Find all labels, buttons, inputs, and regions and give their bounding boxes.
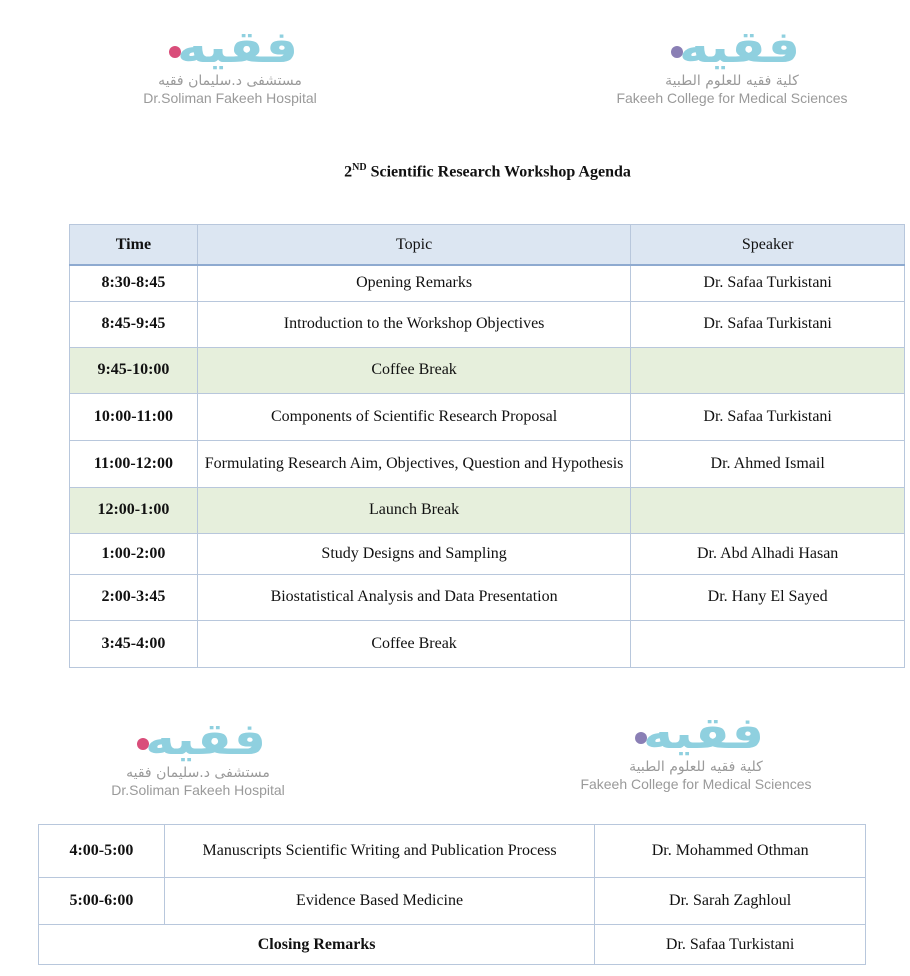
table-row [70, 265, 905, 301]
table-row [39, 825, 866, 878]
college-logo-mark [560, 708, 832, 759]
header-topic: Topic [197, 225, 630, 266]
logo-arabic-mark: فقيه [145, 714, 267, 765]
logo-arabic-mark: فقيه [679, 22, 801, 73]
row-topic: Introduction to the Workshop Objectives [197, 301, 630, 347]
closing-row [39, 925, 866, 965]
row-topic: Launch Break [197, 487, 630, 533]
row-topic: Coffee Break [197, 347, 630, 393]
row-speaker: Dr. Ahmed Ismail [631, 440, 905, 487]
row-speaker: Dr. Mohammed Othman [595, 825, 866, 878]
row-time: 4:00-5:00 [39, 825, 165, 878]
title-text: Scientific Research Workshop Agenda [366, 163, 631, 181]
table-row [70, 574, 905, 620]
hospital-logo-mark [88, 714, 308, 765]
table-header-row [70, 225, 905, 266]
table-row [70, 487, 905, 533]
row-time: 10:00-11:00 [70, 393, 198, 440]
agenda-table [69, 224, 905, 668]
row-time: 3:45-4:00 [70, 620, 198, 667]
row-time: 12:00-1:00 [70, 487, 198, 533]
row-time: 1:00-2:00 [70, 533, 198, 574]
college-arabic-name: كلية فقيه للعلوم الطبية [629, 759, 763, 775]
row-topic: Evidence Based Medicine [164, 878, 594, 925]
row-speaker: Dr. Abd Alhadi Hasan [631, 533, 905, 574]
title-ordinal-suffix: ND [352, 162, 367, 173]
college-arabic-name: كلية فقيه للعلوم الطبية [665, 73, 799, 89]
agenda-table-continued [38, 824, 866, 965]
hospital-english-name: Dr.Soliman Fakeeh Hospital [143, 90, 317, 106]
row-speaker: Dr. Safaa Turkistani [631, 265, 905, 301]
college-english-name: Fakeeh College for Medical Sciences [580, 776, 812, 792]
closing-label: Closing Remarks [39, 925, 595, 965]
logo-arabic-mark: فقيه [177, 22, 299, 73]
table-row [70, 620, 905, 667]
table-row [70, 301, 905, 347]
title-ordinal: 2 [344, 163, 353, 181]
hospital-logo [88, 714, 308, 798]
hospital-arabic-name: مستشفى د.سليمان فقيه [126, 765, 270, 781]
row-topic: Formulating Research Aim, Objectives, Question and Hypothesis [197, 440, 630, 487]
college-english-name: Fakeeh College for Medical Sciences [616, 90, 848, 106]
row-time: 9:45-10:00 [70, 347, 198, 393]
table-row [70, 347, 905, 393]
table-row [70, 533, 905, 574]
page-title [0, 162, 910, 181]
row-topic: Components of Scientific Research Proposal [197, 393, 630, 440]
row-time: 11:00-12:00 [70, 440, 198, 487]
row-speaker [631, 347, 905, 393]
row-speaker [631, 620, 905, 667]
row-speaker: Dr. Safaa Turkistani [631, 301, 905, 347]
row-speaker: Dr. Safaa Turkistani [631, 393, 905, 440]
table-row [70, 440, 905, 487]
header-time: Time [70, 225, 198, 266]
row-topic: Coffee Break [197, 620, 630, 667]
row-speaker: Dr. Sarah Zaghloul [595, 878, 866, 925]
table-row [70, 393, 905, 440]
hospital-logo [120, 22, 340, 106]
college-logo [560, 708, 832, 792]
college-logo-mark [596, 22, 868, 73]
logo-arabic-mark: فقيه [643, 708, 765, 759]
row-topic: Opening Remarks [197, 265, 630, 301]
hospital-logo-mark [120, 22, 340, 73]
row-topic: Biostatistical Analysis and Data Presentation [197, 574, 630, 620]
hospital-english-name: Dr.Soliman Fakeeh Hospital [111, 782, 285, 798]
table-row [39, 878, 866, 925]
row-topic: Manuscripts Scientific Writing and Publication Process [164, 825, 594, 878]
row-time: 5:00-6:00 [39, 878, 165, 925]
closing-speaker: Dr. Safaa Turkistani [595, 925, 866, 965]
row-speaker: Dr. Hany El Sayed [631, 574, 905, 620]
row-time: 2:00-3:45 [70, 574, 198, 620]
row-topic: Study Designs and Sampling [197, 533, 630, 574]
row-time: 8:45-9:45 [70, 301, 198, 347]
college-logo [596, 22, 868, 106]
row-time: 8:30-8:45 [70, 265, 198, 301]
row-speaker [631, 487, 905, 533]
hospital-arabic-name: مستشفى د.سليمان فقيه [158, 73, 302, 89]
header-speaker: Speaker [631, 225, 905, 266]
